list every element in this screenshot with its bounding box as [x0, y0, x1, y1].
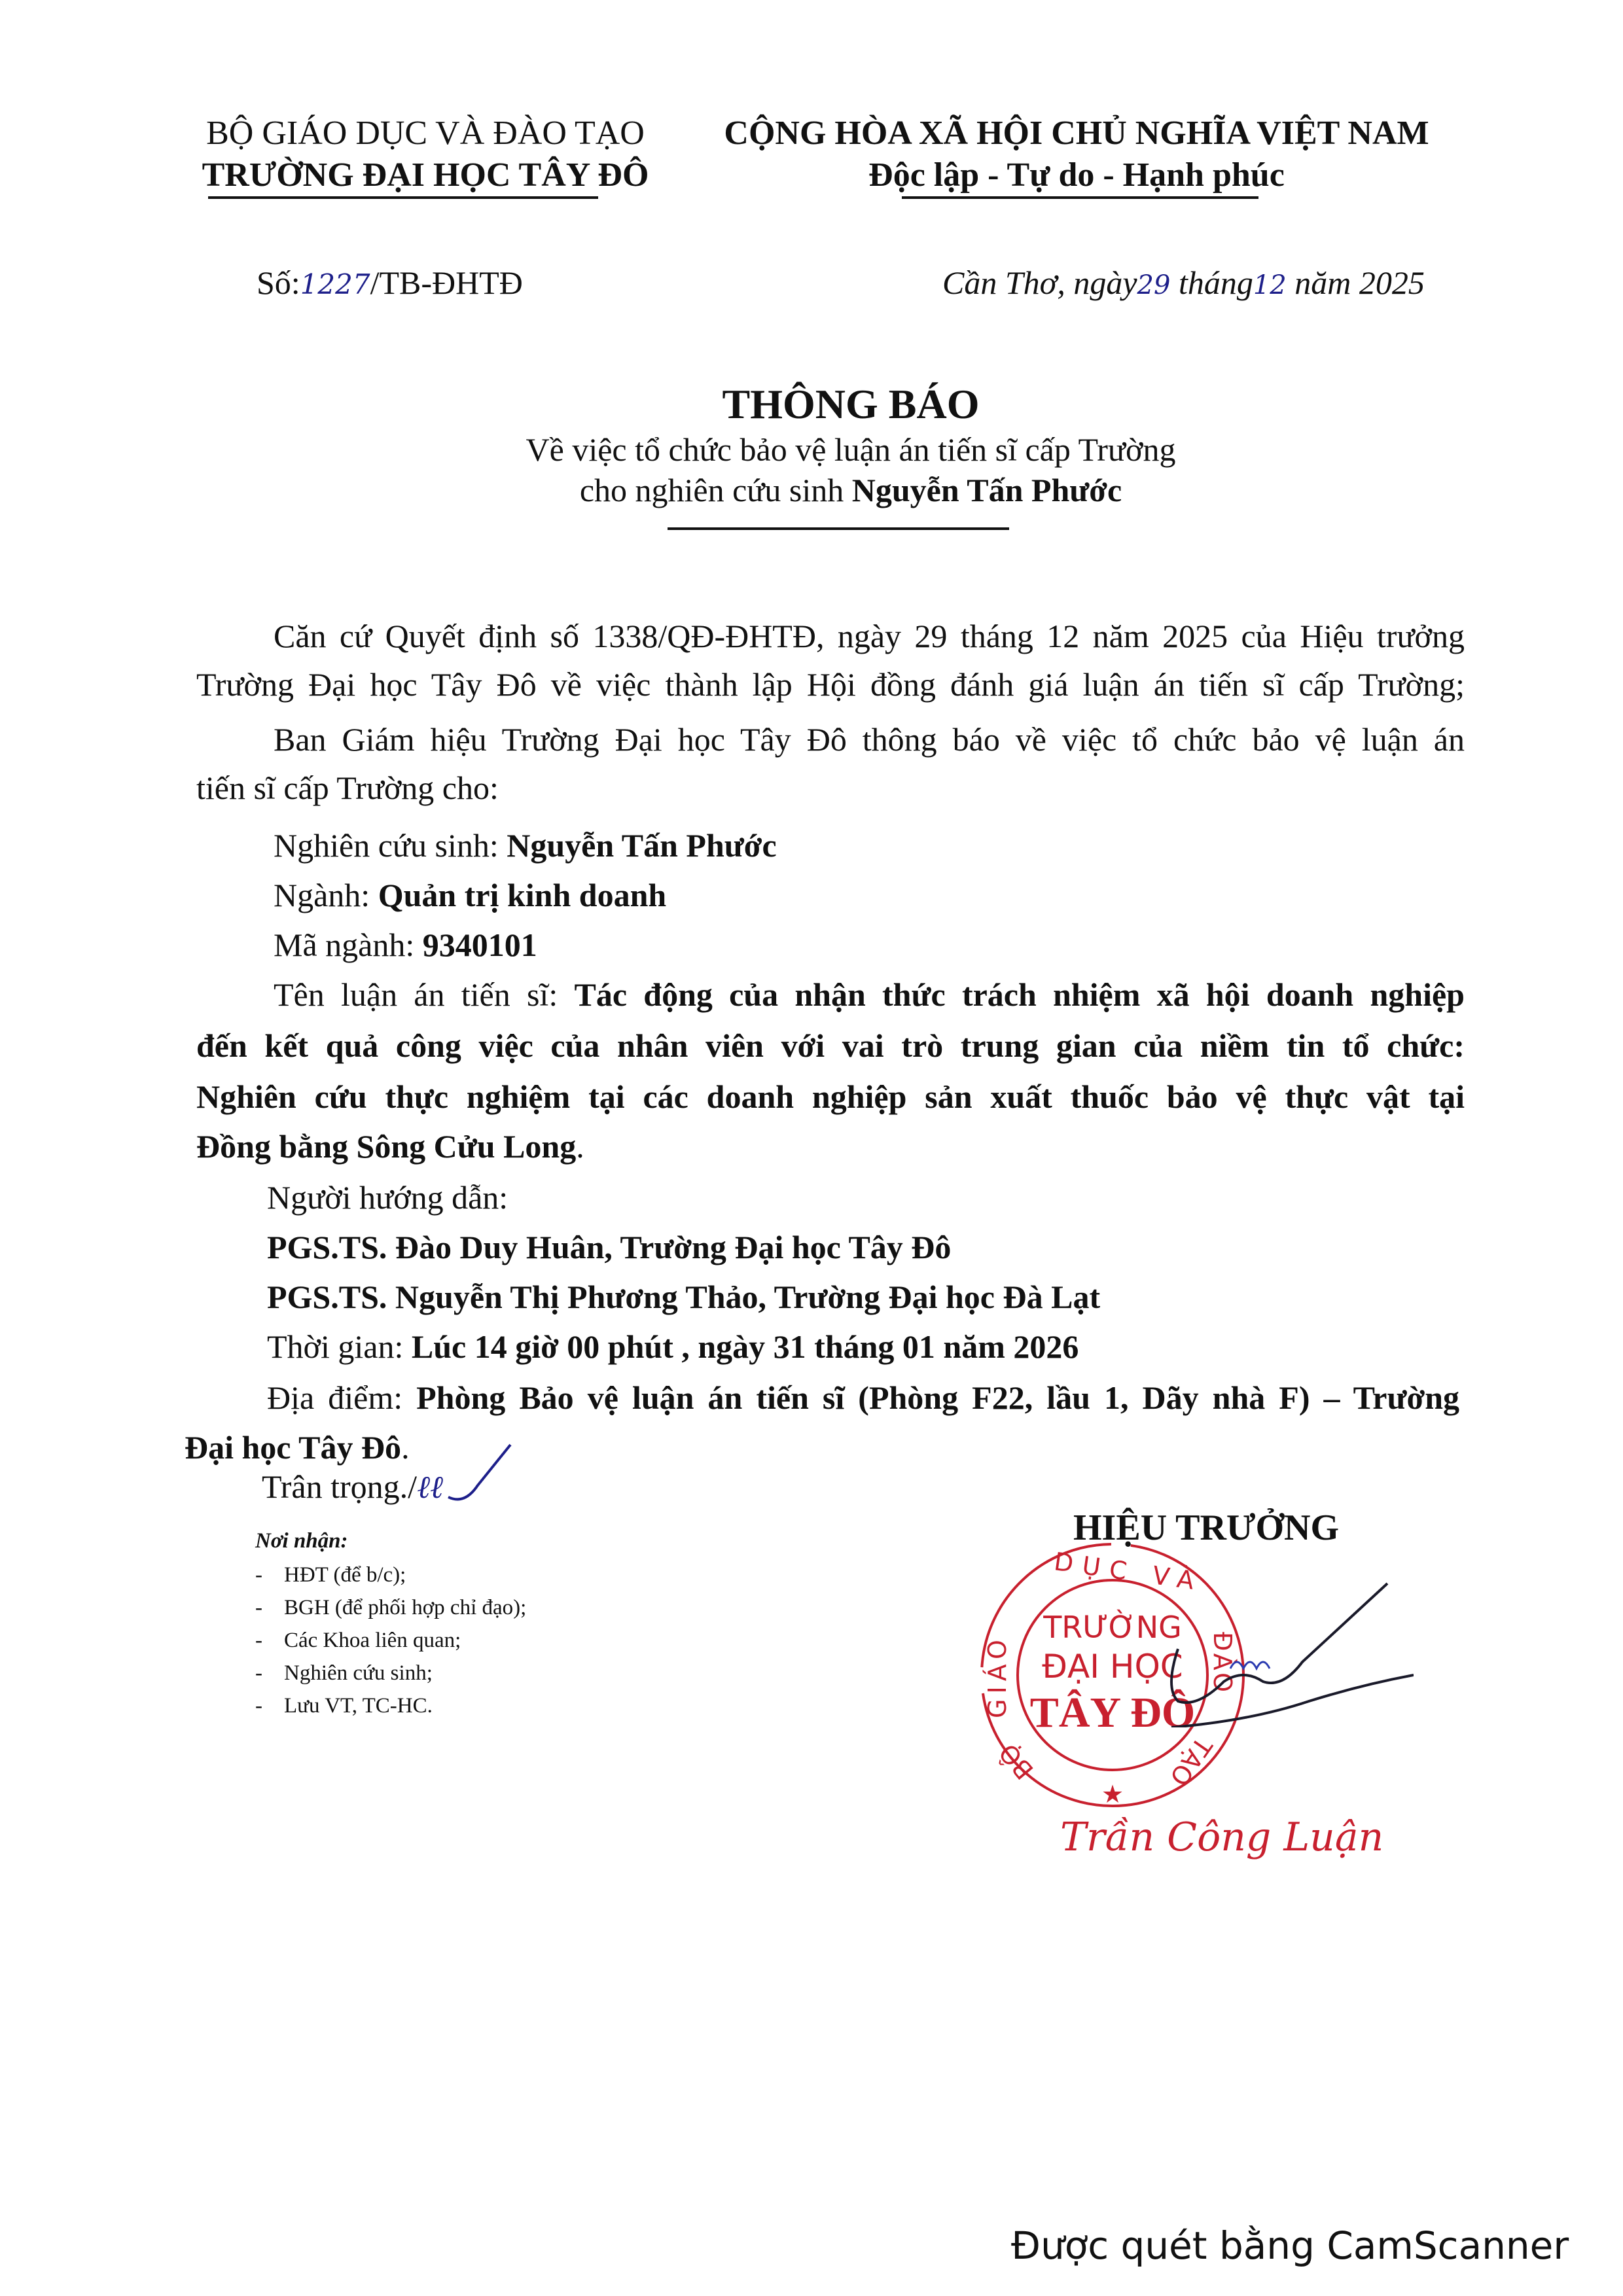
recipient-text: BGH (để phối hợp chỉ đạo);	[284, 1596, 527, 1619]
thesis-title-line4-row	[196, 1128, 584, 1165]
recipient-item: - Nghiên cứu sinh;	[255, 1661, 433, 1685]
initials-stroke-icon	[445, 1439, 524, 1505]
thesis-title-line2: đến kết quả công việc của nhân viên với vai trò trung gian của niềm tin tổ chức:	[196, 1027, 1465, 1064]
stamp-outer-top: DỤC VÀ	[1052, 1547, 1205, 1597]
date-month-handwritten: 12	[1253, 270, 1287, 300]
recipient-text: Nghiên cứu sinh;	[284, 1661, 433, 1685]
doc-number-prefix: Số:	[257, 264, 300, 301]
major-code-row	[274, 927, 537, 963]
location-line2: Đại học Tây Đô	[185, 1429, 402, 1466]
recipient-item: - HĐT (để b/c);	[255, 1563, 406, 1587]
notice-subtitle-line2	[419, 470, 1283, 510]
subtitle-candidate-name: Nguyễn Tấn Phước	[851, 472, 1122, 508]
country-name: CỘNG HÒA XÃ HỘI CHỦ NGHĨA VIỆT NAM	[724, 115, 1429, 152]
stamp-outer-bottom-right: TẠO	[1164, 1731, 1218, 1792]
year-label: năm 2025	[1294, 264, 1425, 301]
closing-initials: ℓℓ	[417, 1469, 444, 1506]
recipient-item: - Các Khoa liên quan;	[255, 1629, 461, 1652]
signer-name: Trần Công Luận	[1060, 1814, 1384, 1860]
basis-line2: Trường Đại học Tây Đô về việc thành lập Hội đồng đánh giá luận án tiến sĩ cấp Trường;	[196, 666, 1465, 703]
title-underline	[668, 527, 1009, 530]
doc-number-suffix: /TB-ĐHTĐ	[370, 264, 523, 301]
recipient-text: HĐT (để b/c);	[284, 1563, 406, 1587]
recipient-text: Các Khoa liên quan;	[284, 1629, 461, 1652]
location-label: Địa điểm:	[267, 1379, 417, 1416]
notice-subtitle-line1: Về việc tổ chức bảo vệ luận án tiến sĩ cấp Trường	[526, 431, 1176, 468]
subtitle-prefix: cho nghiên cứu sinh	[579, 472, 852, 508]
thesis-title-line4: Đồng bằng Sông Cửu Long	[196, 1128, 577, 1165]
place-label: Cần Thơ, ngày	[942, 264, 1137, 301]
basis-line1: Căn cứ Quyết định số 1338/QĐ-ĐHTĐ, ngày 29 tháng 12 năm 2025 của Hiệu trưởng	[274, 618, 1465, 654]
time-row	[267, 1328, 1079, 1365]
closing-row	[262, 1468, 443, 1506]
supervisor-2: PGS.TS. Nguyễn Thị Phương Thảo, Trường Đại học Đà Lạt	[267, 1279, 1101, 1315]
location-row-line2	[185, 1429, 410, 1466]
header-right-underline	[902, 196, 1258, 199]
major-value: Quản trị kinh doanh	[378, 877, 667, 913]
header-right	[720, 113, 1433, 196]
stamp-line3: TÂY ĐÔ	[1029, 1689, 1196, 1737]
stamp-line2: ĐẠI HỌC	[1042, 1648, 1183, 1686]
notice-title: THÔNG BÁO	[722, 381, 980, 427]
time-value: Lúc 14 giờ 00 phút , ngày 31 tháng 01 năm 2026	[411, 1328, 1079, 1365]
candidate-row	[274, 827, 777, 864]
major-label: Ngành:	[274, 877, 378, 913]
stamp-line1: TRƯỜNG	[1043, 1610, 1182, 1645]
recipients-block	[255, 1525, 526, 1722]
stamp-outer-right: ĐÀO	[1208, 1631, 1238, 1695]
camscanner-watermark: Được quét bằng CamScanner	[1011, 2223, 1569, 2268]
document-number	[257, 262, 523, 306]
closing-text: Trân trọng./	[262, 1468, 418, 1505]
place-date	[942, 262, 1425, 306]
thesis-row-line1	[274, 976, 1465, 1013]
header-left	[196, 113, 654, 196]
recipient-item: - BGH (để phối hợp chỉ đạo);	[255, 1596, 527, 1619]
recipient-item: - Lưu VT, TC-HC.	[255, 1694, 433, 1718]
candidate-label: Nghiên cứu sinh:	[274, 827, 507, 864]
thesis-title-line1: Tác động của nhận thức trách nhiệm xã hội doanh nghiệp	[574, 976, 1465, 1013]
doc-number-handwritten: 1227	[300, 268, 370, 300]
stamp-outer-left: GIÁO	[982, 1634, 1012, 1718]
university-name: TRƯỜNG ĐẠI HỌC TÂY ĐÔ	[202, 156, 649, 194]
major-row	[274, 877, 666, 913]
announce-line2: tiến sĩ cấp Trường cho:	[196, 769, 499, 806]
notice-title-block	[419, 380, 1283, 510]
major-code-value: 9340101	[422, 927, 537, 963]
month-label: tháng	[1178, 264, 1253, 301]
thesis-label: Tên luận án tiến sĩ:	[274, 976, 575, 1013]
supervisor-label: Người hướng dẫn:	[267, 1179, 508, 1216]
recipient-text: Lưu VT, TC-HC.	[284, 1694, 433, 1718]
stamp-outer-bottom-left: BỘ	[993, 1738, 1039, 1785]
location-line1: Phòng Bảo vệ luận án tiến sĩ (Phòng F22, lầu 1, Dãy nhà F) – Trường	[416, 1379, 1460, 1416]
announce-line1: Ban Giám hiệu Trường Đại học Tây Đô thông báo về việc tổ chức bảo vệ luận án	[274, 721, 1465, 758]
thesis-title-end: .	[576, 1128, 584, 1165]
date-day-handwritten: 29	[1137, 270, 1171, 300]
major-code-label: Mã ngành:	[274, 927, 423, 963]
location-end: .	[401, 1429, 410, 1466]
header-left-underline	[208, 196, 598, 199]
candidate-value: Nguyễn Tấn Phước	[507, 827, 777, 864]
supervisor-1: PGS.TS. Đào Duy Huân, Trường Đại học Tây Đô	[267, 1229, 952, 1265]
ministry-name: BỘ GIÁO DỤC VÀ ĐÀO TẠO	[206, 115, 645, 152]
handwritten-signature-icon	[1152, 1570, 1414, 1727]
national-motto: Độc lập - Tự do - Hạnh phúc	[868, 156, 1285, 194]
time-label: Thời gian:	[267, 1328, 412, 1365]
thesis-title-line3: Nghiên cứu thực nghiệm tại các doanh nghiệp sản xuất thuốc bảo vệ thực vật tại	[196, 1078, 1465, 1115]
stamp-star-icon: ★	[1101, 1781, 1124, 1809]
signer-title: HIỆU TRƯỞNG	[1073, 1508, 1340, 1548]
recipients-label: Nơi nhận:	[255, 1529, 348, 1553]
location-row-line1	[267, 1379, 1459, 1416]
